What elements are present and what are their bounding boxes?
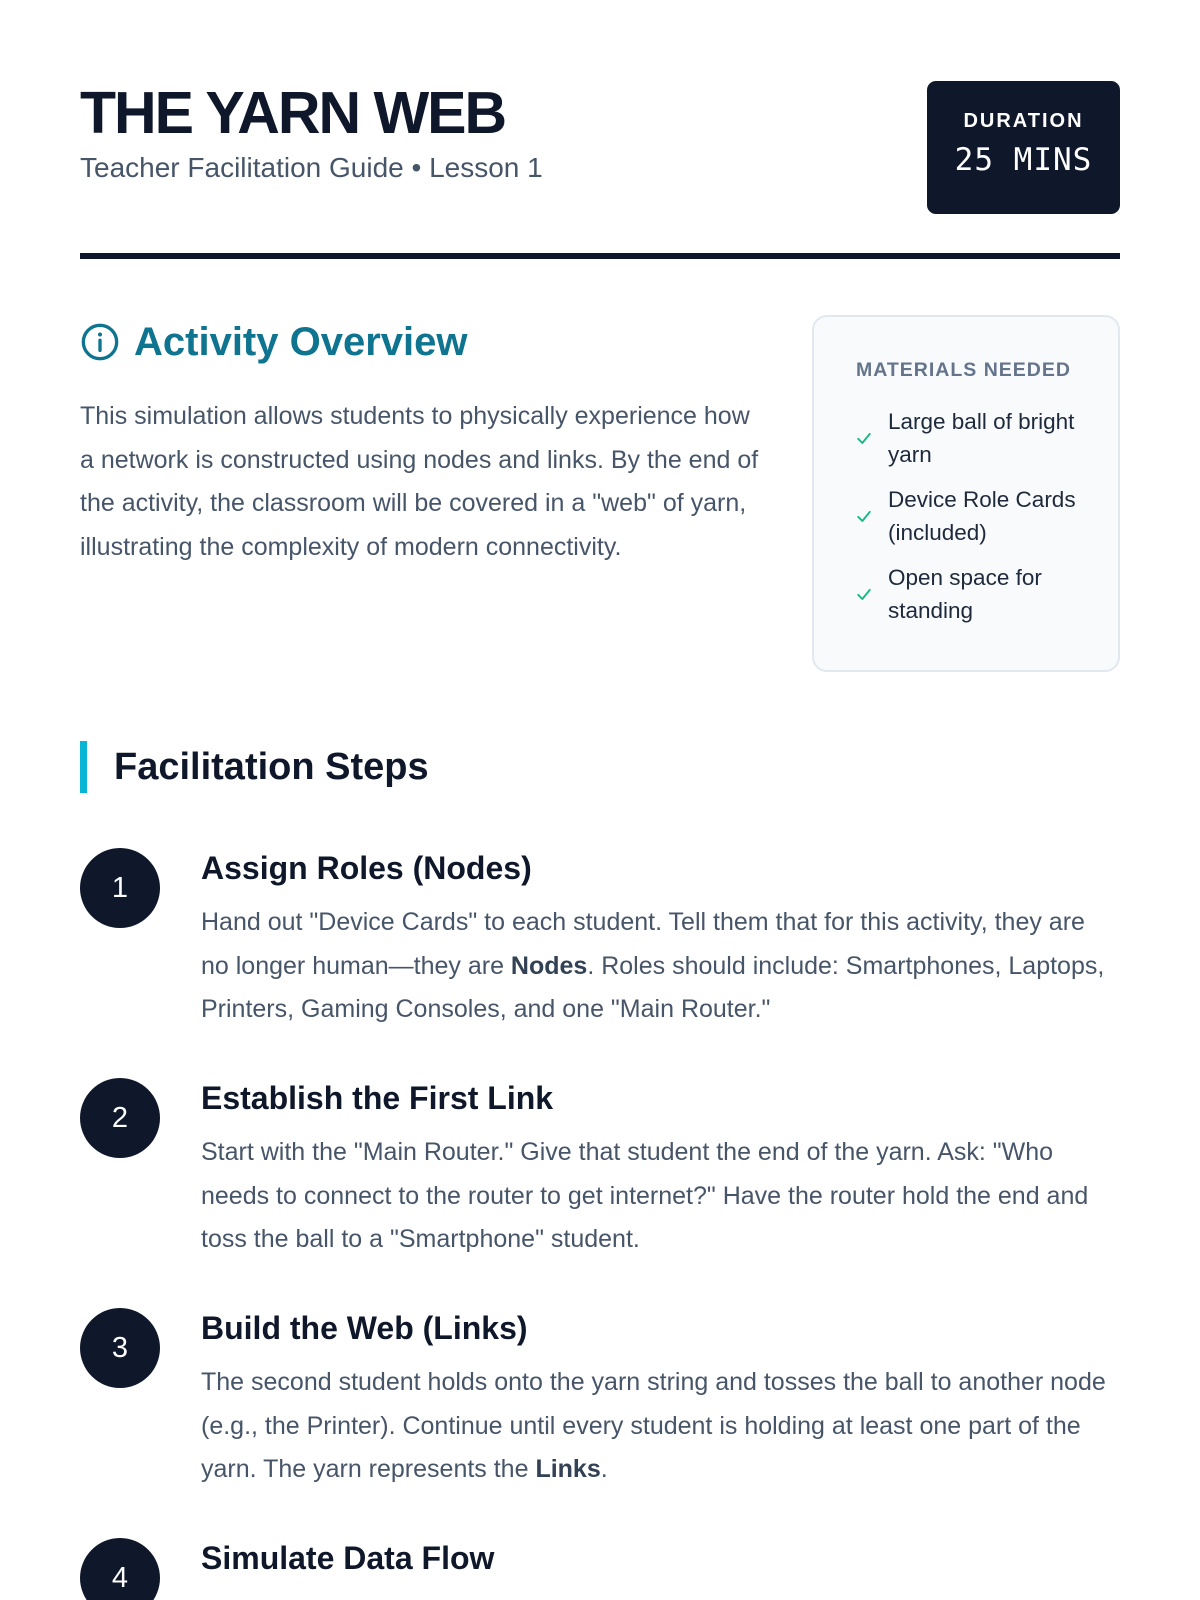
step-body	[201, 1131, 1116, 1262]
materials-title: MATERIALS NEEDED	[856, 359, 1071, 381]
accent-bar	[80, 741, 87, 793]
step-body-text-end: .	[600, 1455, 608, 1483]
list-item	[854, 483, 1094, 549]
duration-label: DURATION	[963, 110, 1084, 132]
step-number: 3	[80, 1308, 160, 1388]
step-title: Establish the First Link	[201, 1080, 554, 1116]
check-icon	[854, 506, 874, 526]
overview-heading-text: Activity Overview	[134, 320, 468, 364]
info-icon	[80, 322, 120, 362]
step-body-bold: Links	[535, 1455, 601, 1483]
step-number: 2	[80, 1078, 160, 1158]
list-item	[854, 405, 1094, 471]
page-header	[80, 78, 1120, 258]
duration-value: 25 MINS	[954, 142, 1093, 178]
steps-heading	[80, 741, 429, 793]
step-body-text-end: . Roles should include: Smartphones, Laptops, Printers, Gaming Consoles, and one "Main Router."	[201, 951, 1105, 1023]
page-title: THE YARN WEB	[80, 80, 506, 146]
step-title: Build the Web (Links)	[201, 1310, 528, 1346]
duration-badge	[927, 81, 1120, 214]
list-item	[854, 561, 1094, 627]
step-body-text: Start with the "Main Router." Give that student the end of the yarn. Ask: "Who needs to connect to the router to get internet?" Have the router hold the end and toss the ball to a "Smartphone" student.	[201, 1138, 1089, 1253]
material-label: Open space for standing	[888, 565, 1042, 623]
material-label: Large ball of bright yarn	[888, 409, 1075, 467]
step-body-bold: Nodes	[510, 951, 588, 980]
overview-heading	[80, 316, 468, 368]
overview-body: This simulation allows students to physically experience how a network is constructed using nodes and links. By the end of the activity, the classroom will be covered in a "web" of yarn, illustrating the complexity of modern connectivity.	[80, 402, 759, 561]
step-body-text: The second student holds onto the yarn string and tosses the ball to another node (e.g., the Printer). Continue until every student is holding at least one part of the yarn. The yarn represents the	[201, 1368, 1106, 1483]
header-divider	[80, 253, 1120, 259]
step-title: Assign Roles (Nodes)	[201, 850, 532, 886]
material-label: Device Role Cards (included)	[888, 487, 1076, 545]
check-icon	[854, 584, 874, 604]
steps-heading-text: Facilitation Steps	[114, 746, 429, 788]
check-icon	[854, 428, 874, 448]
step-title: Simulate Data Flow	[201, 1540, 495, 1576]
step-number: 4	[80, 1538, 160, 1600]
step-body-text: Hand out "Device Cards" to each student. Tell them that for this activity, they are no longer human—they are	[201, 908, 1085, 980]
step-number: 1	[80, 848, 160, 928]
materials-card	[812, 315, 1120, 672]
page-subtitle: Teacher Facilitation Guide • Lesson 1	[80, 152, 543, 183]
step-body	[201, 1361, 1116, 1492]
materials-list	[854, 405, 1094, 639]
step-body	[201, 901, 1116, 1032]
